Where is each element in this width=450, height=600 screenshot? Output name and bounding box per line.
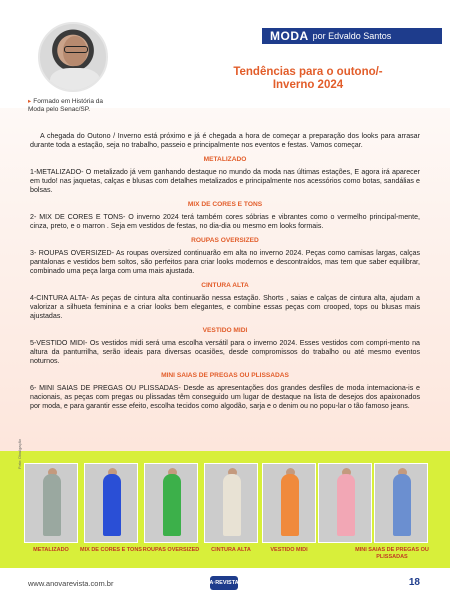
author-photo: [38, 22, 108, 92]
gallery-photo-vestido-midi-2: [318, 463, 372, 543]
section-heading: MINI SAIAS DE PREGAS OU PLISSADAS: [161, 372, 289, 379]
section-text: 1-METALIZADO- O metalizado já vem ganhando destaque no mundo da moda nas últimas estações, E agora irá aparecer em tudo! nas jaquetas, calças e blusas com detalhes metalizados e principalmente nos acessórios como botas, sandálias e bolsas.: [30, 168, 420, 194]
section-text: 2- MIX DE CORES E TONS- O inverno 2024 terá também cores sóbrias e vibrantes como o vermelho principal-mente, cinza, preto, e o marron . Seja em vestidos de festas, no dia-dia ou mesmo em looks formais.: [30, 213, 420, 230]
gallery-label: METALIZADO: [33, 547, 69, 553]
author-shirt: [50, 68, 100, 92]
article-headline: Tendências para o outono/- Inverno 2024: [233, 66, 383, 91]
section-text: 4-CINTURA ALTA- As peças de cintura alta continuarão nessa estação. Shorts , saias e calças de cintura alta, ajudam a valorizar a silhueta feminina e a criar looks bem elegantes, e combine essas peças com crooped, tops ou blusas mais ajustadas.: [30, 294, 420, 320]
page-footer: [0, 568, 450, 600]
outfit-figure: [337, 474, 355, 536]
gallery-photo-mini-saias: [374, 463, 428, 543]
section-title: MODA: [270, 29, 309, 43]
section-bar: [262, 28, 442, 44]
gallery-photo-vestido-midi: [262, 463, 316, 543]
article-intro: A chegada do Outono / Inverno está próximo e já é chegada a hora de começar a preparação dos looks para arrasar durante toda a estação, seja no trabalho, passeio e principalmente nos eventos e festas. Vamos começar.: [30, 132, 420, 149]
article-body: [30, 132, 420, 412]
gallery-photo-cintura-alta: [204, 463, 258, 543]
section-heading: ROUPAS OVERSIZED: [191, 237, 259, 244]
photo-credit: Foto: Divulgação: [17, 438, 22, 469]
gallery-label: MINI SAIAS DE PREGAS OU PLISSADAS: [355, 547, 429, 560]
magazine-logo: A·REVISTA: [210, 576, 238, 590]
site-url-link[interactable]: www.anovarevista.com.br: [28, 579, 114, 588]
section-heading: CINTURA ALTA: [201, 282, 249, 289]
outfit-figure: [393, 474, 411, 536]
section-heading: METALIZADO: [203, 156, 247, 163]
author-glasses: [64, 46, 88, 53]
outfit-figure: [281, 474, 299, 536]
section-heading: MIX DE CORES E TONS: [187, 201, 263, 208]
outfit-figure: [223, 474, 241, 536]
photo-gallery: [0, 438, 450, 568]
author-note-text: Formado em História da Moda pelo Senac/SP.: [28, 98, 103, 113]
gallery-photo-metalizado: [24, 463, 78, 543]
author-line: por Edvaldo Santos: [312, 31, 392, 41]
section-text: 5-VESTIDO MIDI- Os vestidos midi será uma escolha versátil para o inverno 2024. Esses vestidos com compri-mento na altura da panturrilha, serão ideais para diversas ocasiões, desde compromissos do trabalho ou até mesmo eventos noturnos.: [30, 339, 420, 365]
section-heading: VESTIDO MIDI: [202, 327, 248, 334]
author-note: [28, 98, 118, 114]
bullet-icon: ▸: [28, 98, 32, 105]
page-number: 18: [408, 577, 420, 588]
gallery-label: ROUPAS OVERSIZED: [142, 547, 200, 553]
outfit-figure: [163, 474, 181, 536]
gallery-label: MIX DE CORES E TONS: [80, 547, 142, 553]
outfit-figure: [103, 474, 121, 536]
section-text: 3- ROUPAS OVERSIZED- As roupas oversized continuarão em alta no inverno 2024. Peças como camisas largas, calças pantalonas e vestidos bem soltos, são perfeitos para criar looks modernos e descontraídos, mas tem que saber equilibrar, combinado uma peça larga com uma mais ajustada.: [30, 249, 420, 275]
outfit-figure: [43, 474, 61, 536]
gallery-photo-oversized: [144, 463, 198, 543]
gallery-photo-mix-cores: [84, 463, 138, 543]
gallery-label: VESTIDO MIDI: [270, 547, 308, 553]
gallery-label: CINTURA ALTA: [211, 547, 251, 553]
section-text: 6- MINI SAIAS DE PREGAS OU PLISSADAS- Desde as apresentações dos grandes desfiles de moda internaciona-is e nacionais, as peças com pregas ou plissadas têm conseguido um lugar de destaque na lista de desejos dos apaixonados por moda, e para garantir esse efeito, escolha tecidos como algodão, sarja e o denim ou no popu-lar o tão famoso jeans.: [30, 384, 420, 410]
